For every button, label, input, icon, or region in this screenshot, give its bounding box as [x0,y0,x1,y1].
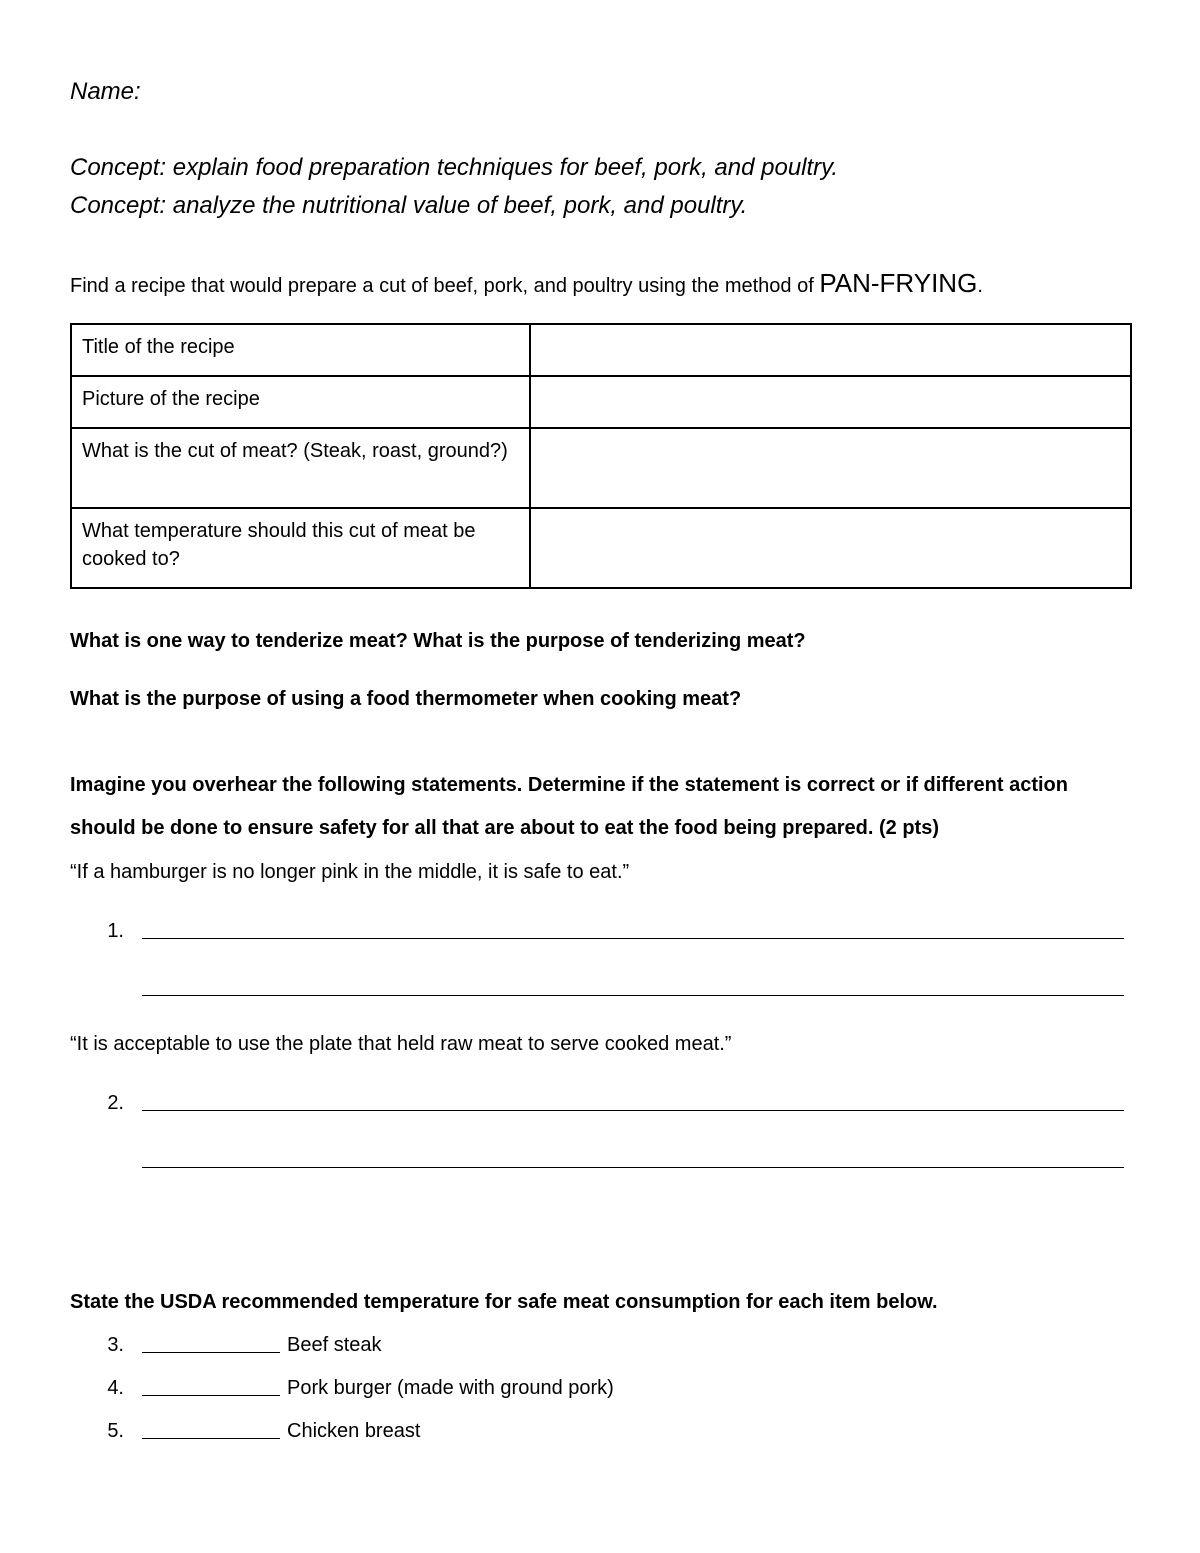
imagine-instructions-line2: should be done to ensure safety for all that are about to eat the food being prepared. (2 pts) [70,817,939,839]
table-row [71,324,1131,376]
instruction-end: . [977,275,983,297]
concept-2: Concept: analyze the nutritional value of beef, pork, and poultry. [70,192,748,219]
table-row [71,428,1131,508]
imagine-instructions-line1: Imagine you overhear the following statements. Determine if the statement is correct or if different action [70,774,1068,796]
answer-line-1b[interactable] [142,995,1124,996]
answer-line-1a[interactable] [142,938,1124,939]
instruction-method: PAN-FRYING [819,268,978,298]
name-label: Name: [70,78,141,105]
table-label: Picture of the recipe [71,376,530,428]
statement-1-quote: “If a hamburger is no longer pink in the middle, it is safe to eat.” [70,861,630,883]
table-label: What temperature should this cut of meat be cooked to? [71,508,530,588]
answer-number-1: 1. [107,920,124,942]
table-answer-cell[interactable] [530,428,1131,508]
answer-number-2: 2. [107,1092,124,1114]
table-row [71,376,1131,428]
question-tenderize: What is one way to tenderize meat? What is the purpose of tenderizing meat? [70,630,806,652]
instruction-text: Find a recipe that would prepare a cut of beef, pork, and poultry using the method of [70,275,820,297]
usda-item-chicken-breast: Chicken breast [287,1420,421,1442]
table-label: Title of the recipe [71,324,530,376]
usda-item-beef-steak: Beef steak [287,1334,382,1356]
table-answer-cell[interactable] [530,324,1131,376]
usda-number-3: 3. [107,1334,124,1356]
answer-line-2b[interactable] [142,1167,1124,1168]
table-label: What is the cut of meat? (Steak, roast, ground?) [71,428,530,508]
usda-heading: State the USDA recommended temperature for safe meat consumption for each item below. [70,1291,938,1313]
usda-blank-5[interactable] [142,1438,280,1439]
table-answer-cell[interactable] [530,376,1131,428]
answer-line-2a[interactable] [142,1110,1124,1111]
question-thermometer: What is the purpose of using a food thermometer when cooking meat? [70,688,742,710]
recipe-table [70,323,1132,589]
usda-blank-3[interactable] [142,1352,280,1353]
statement-2-quote: “It is acceptable to use the plate that held raw meat to serve cooked meat.” [70,1033,732,1055]
usda-blank-4[interactable] [142,1395,280,1396]
usda-item-pork-burger: Pork burger (made with ground pork) [287,1377,614,1399]
concept-1: Concept: explain food preparation techniques for beef, pork, and poultry. [70,154,839,181]
instruction [70,270,983,299]
table-answer-cell[interactable] [530,508,1131,588]
table-row [71,508,1131,588]
usda-number-5: 5. [107,1420,124,1442]
usda-number-4: 4. [107,1377,124,1399]
